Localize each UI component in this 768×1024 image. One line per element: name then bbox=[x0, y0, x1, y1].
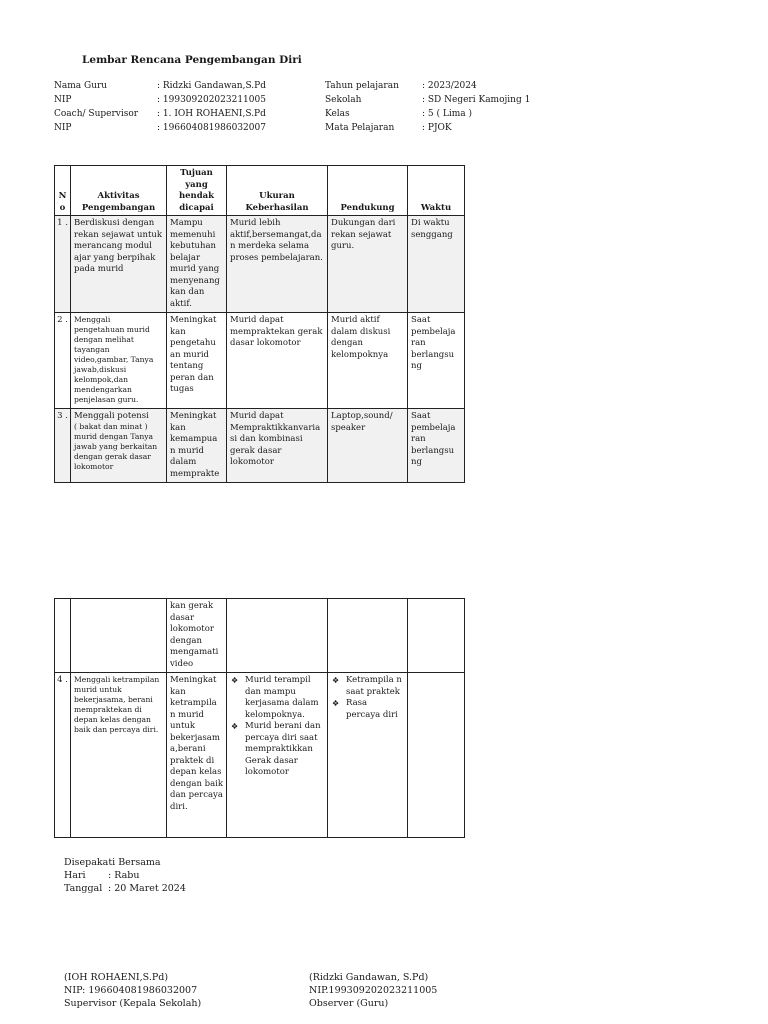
cell-aktivitas bbox=[71, 409, 167, 483]
cell-aktivitas-rest: ( bakat dan minat ) murid dengan Tanya jawab yang berkaitan dengan gerak dasar lokomotor bbox=[74, 422, 158, 471]
info-label: Mata Pelajaran bbox=[325, 123, 395, 133]
signature-nip: NIP.199309202023211005 bbox=[309, 985, 438, 996]
cell-empty bbox=[328, 599, 408, 673]
info-value: : SD Negeri Kamojing 1 bbox=[422, 95, 531, 105]
agreement-block bbox=[64, 856, 186, 895]
row-number: 3 . bbox=[55, 409, 71, 483]
cell-pendukung: Laptop,sound/ speaker bbox=[328, 409, 408, 483]
ukuran-list bbox=[230, 675, 324, 779]
cell-empty bbox=[227, 599, 328, 673]
info-value: : 1. IOH ROHAENI,S.Pd bbox=[157, 109, 266, 119]
cell-ukuran: Murid lebih aktif,bersemangat,da n merdeka selama proses pembelajaran. bbox=[227, 216, 328, 313]
header-aktivitas: Aktivitas Pengembangan bbox=[71, 166, 167, 216]
signature-supervisor bbox=[64, 971, 201, 1010]
cell-waktu bbox=[408, 673, 465, 838]
table-row bbox=[55, 409, 465, 483]
list-item: ❖ Ketrampila n saat praktek bbox=[331, 675, 404, 698]
info-value: : PJOK bbox=[422, 123, 452, 133]
row-number: 1 . bbox=[55, 216, 71, 313]
cell-aktivitas: Menggali ketrampilan murid untuk bekerjasama, berani mempraktekan di depan kelas dengan baik dan percaya diri. bbox=[71, 673, 167, 838]
table-row bbox=[55, 216, 465, 313]
tanggal-label: Tanggal bbox=[64, 883, 103, 894]
cell-ukuran: Murid dapat mempraktekan gerak dasar lokomotor bbox=[227, 313, 328, 409]
info-value: : 5 ( Lima ) bbox=[422, 109, 472, 119]
header-ukuran: Ukuran Keberhasilan bbox=[227, 166, 328, 216]
header-no: N o bbox=[55, 166, 71, 216]
info-label: Coach/ Supervisor bbox=[54, 109, 139, 119]
row-number: 4 . bbox=[55, 673, 71, 838]
info-label: Sekolah bbox=[325, 95, 362, 105]
cell-aktivitas-first-line: Menggali potensi bbox=[74, 411, 149, 421]
tanggal-value: : 20 Maret 2024 bbox=[108, 883, 186, 894]
cell-tujuan: Meningkat kan ketrampila n murid untuk bekerjasam a,berani praktek di depan kelas dengan baik dan percaya diri. bbox=[167, 673, 227, 838]
cell-pendukung: Dukungan dari rekan sejawat guru. bbox=[328, 216, 408, 313]
info-value: : 2023/2024 bbox=[422, 81, 477, 91]
header-tujuan: Tujuan yang hendak dicapai bbox=[167, 166, 227, 216]
cell-tujuan: kan gerak dasar lokomotor dengan mengamati video bbox=[167, 599, 227, 673]
table-row bbox=[55, 313, 465, 409]
row-number: 2 . bbox=[55, 313, 71, 409]
cell-tujuan: Mampu memenuhi kebutuhan belajar murid yang menyenang kan dan aktif. bbox=[167, 216, 227, 313]
cell-empty bbox=[55, 599, 71, 673]
cell-tujuan: Meningkat kan kemampua n murid dalam memprakte bbox=[167, 409, 227, 483]
table-row bbox=[55, 673, 465, 838]
info-right bbox=[325, 79, 530, 135]
agreement-heading: Disepakati Bersama bbox=[64, 857, 161, 868]
info-label: NIP bbox=[54, 95, 72, 105]
signature-name: (IOH ROHAENI,S.Pd) bbox=[64, 972, 169, 983]
cell-ukuran bbox=[227, 673, 328, 838]
cell-pendukung bbox=[328, 673, 408, 838]
info-label: Nama Guru bbox=[54, 81, 108, 91]
info-label: NIP bbox=[54, 123, 72, 133]
hari-value: : Rabu bbox=[108, 870, 140, 881]
list-item: ❖ Rasa percaya diri bbox=[331, 698, 404, 721]
info-label: Kelas bbox=[325, 109, 350, 119]
info-left bbox=[54, 79, 266, 135]
signature-role: Supervisor (Kepala Sekolah) bbox=[64, 998, 202, 1009]
info-label: Tahun pelajaran bbox=[325, 81, 399, 91]
cell-waktu: Di waktu senggang bbox=[408, 216, 465, 313]
hari-label: Hari bbox=[64, 870, 86, 881]
info-value: : Ridzki Gandawan,S.Pd bbox=[157, 81, 266, 91]
info-value: : 199309202023211005 bbox=[157, 95, 266, 105]
cell-waktu: Saat pembelaja ran berlangsu ng bbox=[408, 313, 465, 409]
cell-aktivitas: Menggali pengetahuan murid dengan melihat tayangan video,gambar, Tanya jawab,diskusi kelompok,dan mendengarkan penjelasan guru. bbox=[71, 313, 167, 409]
development-plan-table-continued bbox=[54, 598, 465, 838]
cell-aktivitas: Berdiskusi dengan rekan sejawat untuk merancang modul ajar yang berpihak pada murid bbox=[71, 216, 167, 313]
table-header-row bbox=[55, 166, 465, 216]
header-pendukung: Pendukung bbox=[328, 166, 408, 216]
info-value: : 196604081986032007 bbox=[157, 123, 266, 133]
signature-nip: NIP: 196604081986032007 bbox=[64, 985, 198, 996]
table-row-continuation bbox=[55, 599, 465, 673]
list-item: ❖ Murid terampil dan mampu kerjasama dalam kelompoknya. bbox=[230, 675, 324, 721]
signature-observer bbox=[309, 971, 437, 1010]
header-waktu: Waktu bbox=[408, 166, 465, 216]
cell-empty bbox=[408, 599, 465, 673]
cell-pendukung: Murid aktif dalam diskusi dengan kelompoknya bbox=[328, 313, 408, 409]
cell-waktu: Saat pembelaja ran berlangsu ng bbox=[408, 409, 465, 483]
pendukung-list bbox=[331, 675, 404, 721]
signature-name: (Ridzki Gandawan, S.Pd) bbox=[309, 972, 429, 983]
signature-role: Observer (Guru) bbox=[309, 998, 389, 1009]
cell-empty bbox=[71, 599, 167, 673]
document-title: Lembar Rencana Pengembangan Diri bbox=[82, 54, 302, 66]
cell-tujuan: Meningkat kan pengetahu an murid tentang peran dan tugas bbox=[167, 313, 227, 409]
list-item: ❖ Murid berani dan percaya diri saat mempraktikkan Gerak dasar lokomotor bbox=[230, 721, 324, 779]
cell-ukuran: Murid dapat Mempraktikkanvaria si dan kombinasi gerak dasar lokomotor bbox=[227, 409, 328, 483]
development-plan-table bbox=[54, 165, 465, 483]
